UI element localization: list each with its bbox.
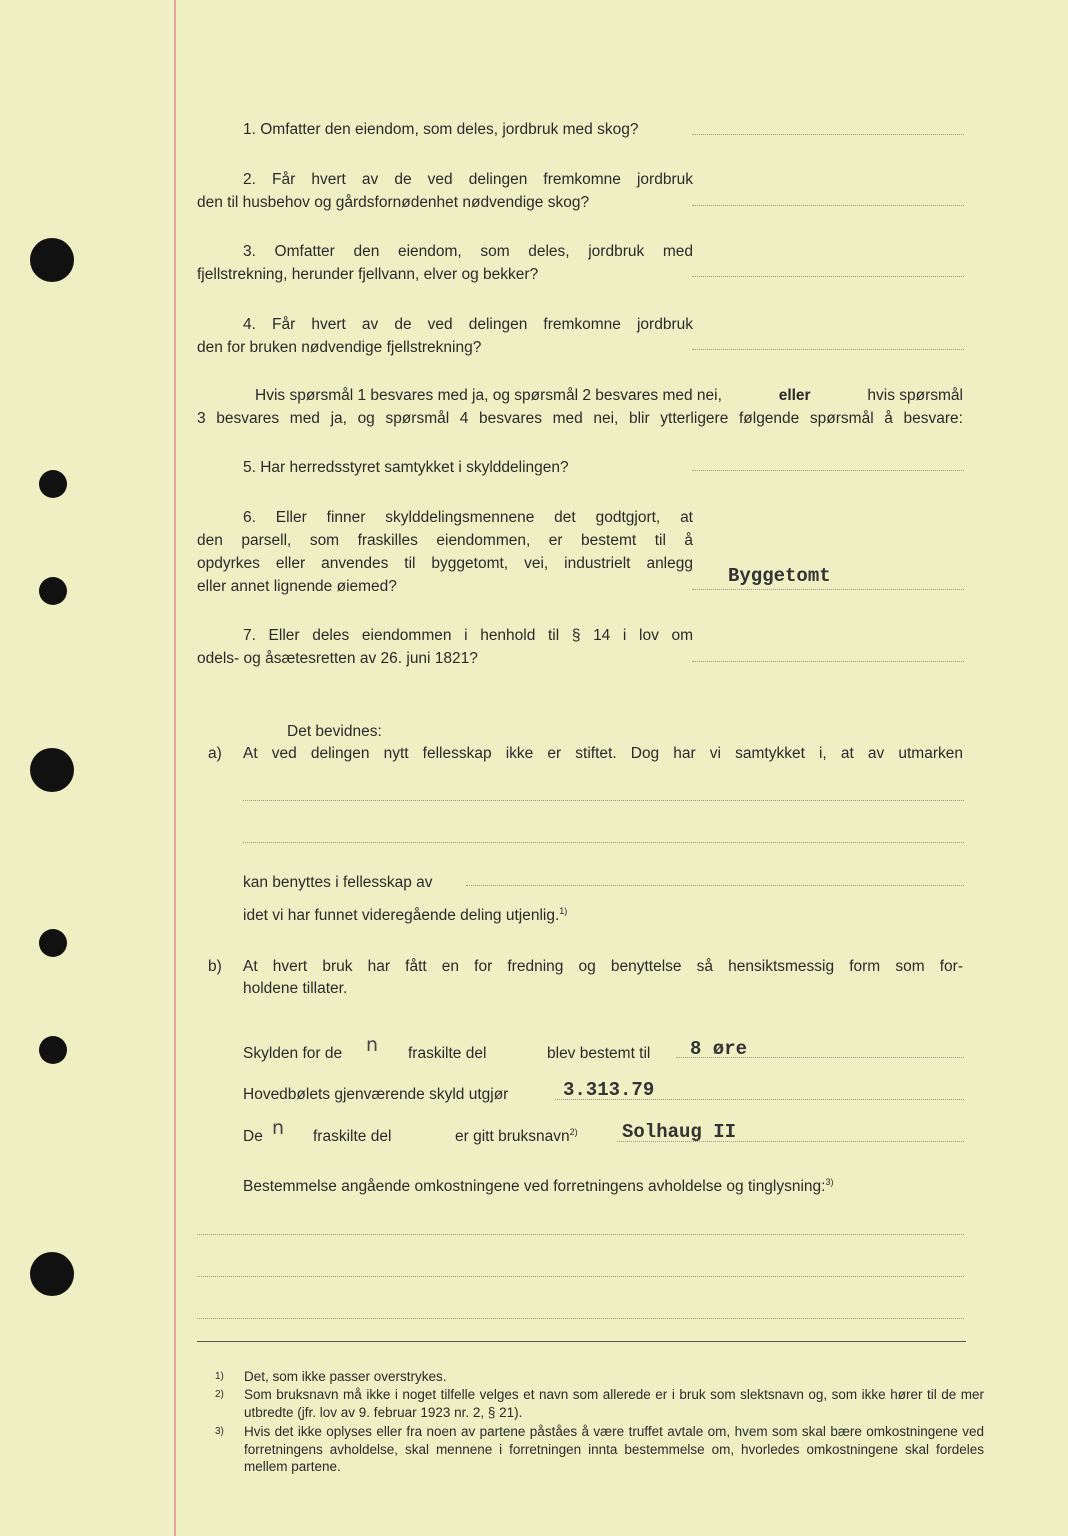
punch-hole <box>30 1252 74 1296</box>
punch-hole <box>39 470 67 498</box>
footnote-rule <box>197 1341 966 1342</box>
answer-line-7 <box>692 661 964 662</box>
condition-text-c: hvis spørsmål <box>867 387 963 404</box>
costs-label <box>243 1175 834 1198</box>
costs-line-3 <box>197 1318 964 1319</box>
certification-heading: Det bevidnes: <box>287 723 382 740</box>
skyld-label-a: Skylden for de <box>243 1045 343 1062</box>
punch-hole <box>30 748 74 792</box>
punch-hole <box>39 1036 67 1064</box>
answer-line-3 <box>692 276 964 277</box>
condition-line-2: 3 besvares med ja, og spørsmål 4 besvares med nei, blir ytterligere følgende spørsmål å besvare: <box>197 410 963 427</box>
costs-label-text: Bestemmelse angående omkostningene ved forretningens avholdelse og tinglysning: <box>243 1178 826 1195</box>
skyld-label-c: blev bestemt til <box>547 1045 651 1062</box>
skyld-line <box>676 1057 964 1058</box>
item-a-label: a) <box>208 745 222 762</box>
punch-hole <box>39 929 67 957</box>
item-b-line-2: holdene tillater. <box>243 980 348 997</box>
footnote-mark: 1) <box>215 1371 224 1382</box>
name-n: n <box>272 1117 285 1139</box>
question-3-line-2: fjellstrekning, herunder fjellvann, elver og bekker? <box>197 266 539 283</box>
question-6-line-3: opdyrkes eller anvendes til byggetomt, vei, industrielt anlegg <box>197 555 693 572</box>
condition-line-1 <box>255 384 963 407</box>
margin-line <box>174 0 176 1536</box>
question-6-line-1: 6. Eller finner skylddelingsmennene det godtgjort, at <box>243 509 693 526</box>
item-a-useful <box>243 904 567 927</box>
question-6-answer: Byggetomt <box>728 565 831 587</box>
question-2-line-2: den til husbehov og gårdsfornødenhet nødvendige skog? <box>197 194 590 211</box>
question-5: 5. Har herredsstyret samtykket i skylddelingen? <box>243 459 569 476</box>
answer-line-2 <box>692 205 964 206</box>
answer-line-4 <box>692 349 964 350</box>
item-a-common-use-line <box>466 885 964 886</box>
item-a-common-use: kan benyttes i fellesskap av <box>243 874 433 891</box>
skyld-n: n <box>366 1034 379 1056</box>
question-4-line-1: 4. Får hvert av de ved delingen fremkomne jordbruk <box>243 316 693 333</box>
hovedbol-line <box>555 1099 964 1100</box>
item-a-text: At ved delingen nytt fellesskap ikke er stiftet. Dog har vi samtykket i, at av utmarken <box>243 745 963 762</box>
name-label-c <box>455 1125 578 1148</box>
footnote-ref: 3) <box>825 1176 834 1187</box>
footnote-ref: 2) <box>569 1126 578 1137</box>
footnote-ref: 1) <box>559 905 568 916</box>
question-2-line-1: 2. Får hvert av de ved delingen fremkomne jordbruk <box>243 171 693 188</box>
answer-line-6 <box>692 589 964 590</box>
item-a-line-1 <box>243 800 964 801</box>
punch-hole <box>39 577 67 605</box>
answer-line-5 <box>692 470 964 471</box>
costs-line-1 <box>197 1234 964 1235</box>
question-4-line-2: den for bruken nødvendige fjellstrekning? <box>197 339 482 356</box>
hovedbol-value: 3.313.79 <box>563 1079 655 1101</box>
skyld-value: 8 øre <box>690 1038 748 1060</box>
answer-line-1 <box>692 134 964 135</box>
costs-line-2 <box>197 1276 964 1277</box>
question-7-line-2: odels- og åsætesretten av 26. juni 1821? <box>197 650 478 667</box>
condition-text-a: Hvis spørsmål 1 besvares med ja, og spørsmål 2 besvares med nei, <box>255 387 722 404</box>
item-a-line-2 <box>243 842 964 843</box>
item-a-useful-text: idet vi har funnet videregående deling utjenlig. <box>243 907 560 924</box>
question-1: 1. Omfatter den eiendom, som deles, jordbruk med skog? <box>243 121 639 138</box>
item-b-label: b) <box>208 958 222 975</box>
punch-hole <box>30 238 74 282</box>
question-7-line-1: 7. Eller deles eiendommen i henhold til § 14 i lov om <box>243 627 693 644</box>
footnote-mark: 2) <box>215 1389 224 1400</box>
name-label-b: fraskilte del <box>313 1128 392 1145</box>
question-6-line-4: eller annet lignende øiemed? <box>197 578 397 595</box>
bruksnavn-value: Solhaug II <box>622 1121 737 1143</box>
name-label-a: De <box>243 1128 263 1145</box>
footnote-text: Hvis det ikke oplyses eller fra noen av partene påståes å være truffet avtale om, hvem som skal bære omkostningene ved forretningens avholdelse, skal mennene i forretningen innta bestemmelse om, hvorledes omkostningene skal fordeles mellem partene. <box>244 1424 984 1474</box>
question-6-line-2: den parsell, som fraskilles eiendommen, er bestemt til å <box>197 532 693 549</box>
footnote-mark: 3) <box>215 1426 224 1437</box>
hovedbol-label: Hovedbølets gjenværende skyld utgjør <box>243 1086 509 1103</box>
skyld-label-b: fraskilte del <box>408 1045 487 1062</box>
footnote-text: Som bruksnavn må ikke i noget tilfelle velges et navn som allerede er i bruk som slektsnavn og, som ikke hører til de mer utbredte (jfr. lov av 9. februar 1923 nr. 2, § 21). <box>244 1387 984 1420</box>
bruksnavn-line <box>617 1141 964 1142</box>
question-3-line-1: 3. Omfatter den eiendom, som deles, jordbruk med <box>243 243 693 260</box>
item-b-line-1: At hvert bruk har fått en for fredning og benyttelse så hensiktsmessig form som for- <box>243 958 963 975</box>
name-label-c-text: er gitt bruksnavn <box>455 1128 570 1145</box>
footnote-text: Det, som ikke passer overstrykes. <box>244 1369 447 1384</box>
condition-emphasis: eller <box>778 387 811 404</box>
